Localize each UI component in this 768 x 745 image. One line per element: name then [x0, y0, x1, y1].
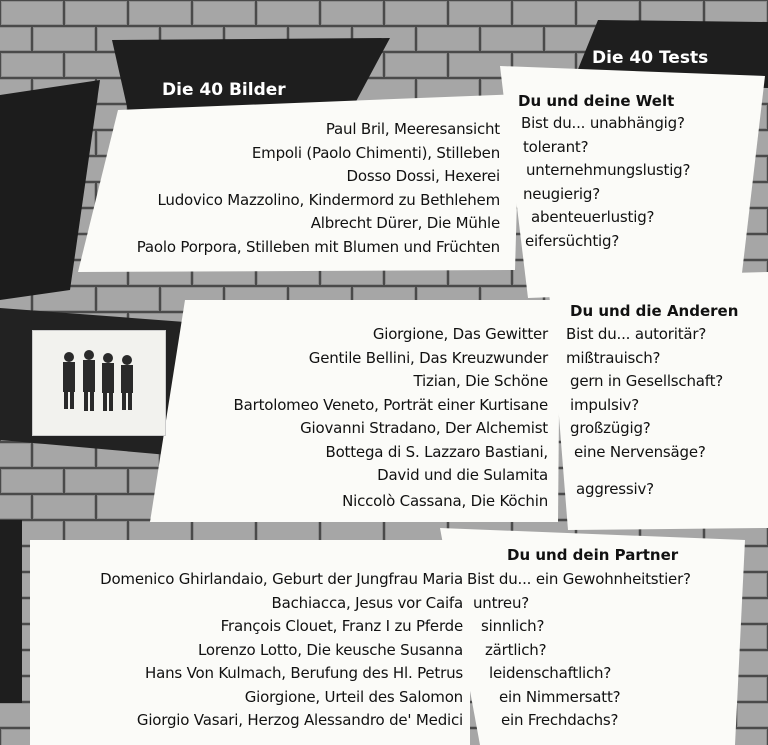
section3-paintings: [100, 568, 463, 733]
test-question: eine Nervensäge?: [574, 442, 706, 461]
painting-entry: Bottega di S. Lazzaro Bastiani,: [325, 442, 548, 461]
painting-entry: Gentile Bellini, Das Kreuzwunder: [308, 348, 548, 367]
painting-entry: Paul Bril, Meeresansicht: [325, 120, 500, 138]
test-question: unternehmungslustig?: [526, 161, 691, 179]
figures-icon: [33, 331, 165, 435]
test-question: abenteuerlustig?: [531, 208, 655, 226]
test-question: Bist du... autoritär?: [566, 325, 707, 343]
section2-paintings: [234, 323, 548, 513]
header-bilder: Die 40 Bilder: [162, 80, 286, 100]
painting-entry: Dosso Dossi, Hexerei: [346, 167, 500, 185]
section1-paintings: [137, 118, 500, 259]
section1-tests: [521, 112, 690, 253]
test-question: mißtrauisch?: [566, 348, 661, 367]
test-question: eifersüchtig?: [525, 231, 620, 250]
painting-entry: Empoli (Paolo Chimenti), Stilleben: [251, 143, 500, 162]
test-question: aggressiv?: [576, 480, 654, 498]
test-question: impulsiv?: [570, 395, 639, 414]
test-question: zärtlich?: [485, 640, 547, 659]
test-question: ein Frechdachs?: [501, 711, 619, 729]
test-question: Bist du... ein Gewohnheitstier?: [467, 570, 691, 588]
painting-entry: Domenico Ghirlandaio, Geburt der Jungfrau Maria: [100, 570, 463, 588]
test-question: Bist du... unabhängig?: [521, 114, 685, 132]
painting-entry: Tizian, Die Schöne: [413, 372, 548, 390]
painting-entry: Niccolò Cassana, Die Köchin: [342, 491, 548, 510]
header-tests: Die 40 Tests: [592, 48, 709, 68]
painting-entry: Bartolomeo Veneto, Porträt einer Kurtisane: [233, 395, 548, 414]
painting-entry: Hans Von Kulmach, Berufung des Hl. Petrus: [145, 664, 463, 682]
test-question: großzügig?: [570, 419, 651, 437]
test-question: tolerant?: [523, 137, 589, 156]
section2-tests: [566, 323, 723, 502]
test-question: ein Nimmersatt?: [499, 687, 621, 706]
painting-entry: Giorgio Vasari, Herzog Alessandro de' Medici: [136, 711, 463, 729]
painting-entry: David und die Sulamita: [377, 466, 548, 484]
painting-entry: Giovanni Stradano, Der Alchemist: [300, 419, 548, 437]
test-question: neugierig?: [523, 184, 600, 203]
section3-tests: [467, 568, 691, 733]
painting-entry: Lorenzo Lotto, Die keusche Susanna: [197, 640, 463, 659]
painting-entry: Albrecht Dürer, Die Mühle: [310, 214, 500, 232]
painting-entry: François Clouet, Franz I zu Pferde: [220, 617, 463, 635]
section1-title: Du und deine Welt: [518, 92, 675, 110]
section2-title: Du und die Anderen: [570, 302, 739, 320]
test-question: untreu?: [473, 593, 530, 612]
section3-title: Du und dein Partner: [507, 546, 679, 564]
test-question: gern in Gesellschaft?: [570, 372, 724, 390]
painting-entry: Giorgione, Urteil des Salomon: [244, 687, 463, 706]
test-question: sinnlich?: [481, 617, 545, 635]
painting-thumbnail: [32, 330, 166, 436]
test-question: leidenschaftlich?: [489, 664, 612, 682]
painting-entry: Paolo Porpora, Stilleben mit Blumen und Früchten: [136, 237, 500, 256]
painting-entry: Bachiacca, Jesus vor Caifa: [271, 593, 463, 612]
painting-entry: Ludovico Mazzolino, Kindermord zu Bethlehem: [157, 190, 500, 209]
painting-entry: Giorgione, Das Gewitter: [372, 325, 548, 343]
